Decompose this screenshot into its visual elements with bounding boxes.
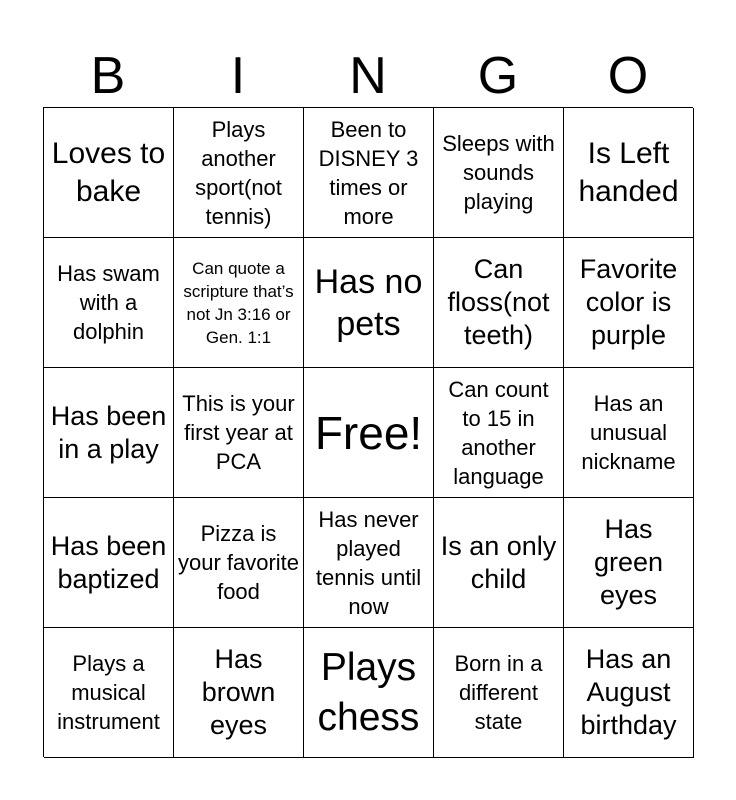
cell-label: Has an unusual nickname <box>581 391 676 474</box>
cell-label: Favorite color is purple <box>579 254 678 350</box>
bingo-cell[interactable] <box>44 498 174 628</box>
bingo-cell[interactable] <box>304 498 434 628</box>
bingo-cell[interactable] <box>434 498 564 628</box>
bingo-cell[interactable] <box>174 368 304 498</box>
cell-label: This is your first year at PCA <box>182 391 295 474</box>
bingo-cell[interactable] <box>564 498 694 628</box>
cell-label: Has no pets <box>314 262 423 343</box>
bingo-cell[interactable] <box>434 108 564 238</box>
cell-label: Has green eyes <box>593 514 664 610</box>
cell-label: Is Left handed <box>578 136 679 208</box>
cell-label: Can count to 15 in another language <box>448 376 549 489</box>
cell-label: Is an only child <box>440 530 557 594</box>
cell-label: Has swam with a dolphin <box>57 261 160 344</box>
cell-label: Loves to bake <box>51 136 166 208</box>
bingo-cell[interactable] <box>174 238 304 368</box>
bingo-header <box>43 44 693 108</box>
bingo-cell[interactable] <box>304 628 434 758</box>
cell-label: Has brown eyes <box>201 644 276 740</box>
cell-label: Plays another sport(not tennis) <box>195 116 282 229</box>
free-space-cell[interactable] <box>304 368 434 498</box>
bingo-cell[interactable] <box>174 628 304 758</box>
cell-label: Born in a different state <box>454 651 543 734</box>
cell-label: Plays a musical instrument <box>57 651 160 734</box>
bingo-cell[interactable] <box>44 238 174 368</box>
cell-label: Been to DISNEY 3 times or more <box>318 116 419 229</box>
bingo-cell[interactable] <box>44 628 174 758</box>
header-letter-n: N <box>349 47 387 105</box>
bingo-cell[interactable] <box>564 628 694 758</box>
bingo-cell[interactable] <box>564 108 694 238</box>
cell-label: Has been baptized <box>50 530 167 594</box>
cell-label: Has been in a play <box>50 400 167 464</box>
bingo-cell[interactable] <box>174 108 304 238</box>
bingo-cell[interactable] <box>44 368 174 498</box>
header-letter-o: O <box>607 47 649 105</box>
bingo-cell[interactable] <box>304 108 434 238</box>
bingo-cell[interactable] <box>434 628 564 758</box>
cell-label: Has an August birthday <box>580 644 677 740</box>
cell-label: Can floss(not teeth) <box>447 254 550 350</box>
cell-label: Sleeps with sounds playing <box>442 131 555 214</box>
header-letter-i: I <box>230 47 246 105</box>
bingo-cell[interactable] <box>564 368 694 498</box>
cell-label: Can quote a scripture that’s not Jn 3:16 or Gen. 1:1 <box>183 258 294 347</box>
cell-label: Plays chess <box>317 645 420 739</box>
free-space-label: Free! <box>314 406 423 459</box>
bingo-cell[interactable] <box>434 238 564 368</box>
header-letter-g: G <box>477 47 519 105</box>
bingo-grid <box>43 107 693 757</box>
header-letter-b: B <box>90 47 126 105</box>
bingo-cell[interactable] <box>174 498 304 628</box>
bingo-cell[interactable] <box>564 238 694 368</box>
cell-label: Pizza is your favorite food <box>177 521 300 604</box>
bingo-cell[interactable] <box>44 108 174 238</box>
cell-label: Has never played tennis until now <box>315 506 422 619</box>
bingo-cell[interactable] <box>434 368 564 498</box>
bingo-cell[interactable] <box>304 238 434 368</box>
